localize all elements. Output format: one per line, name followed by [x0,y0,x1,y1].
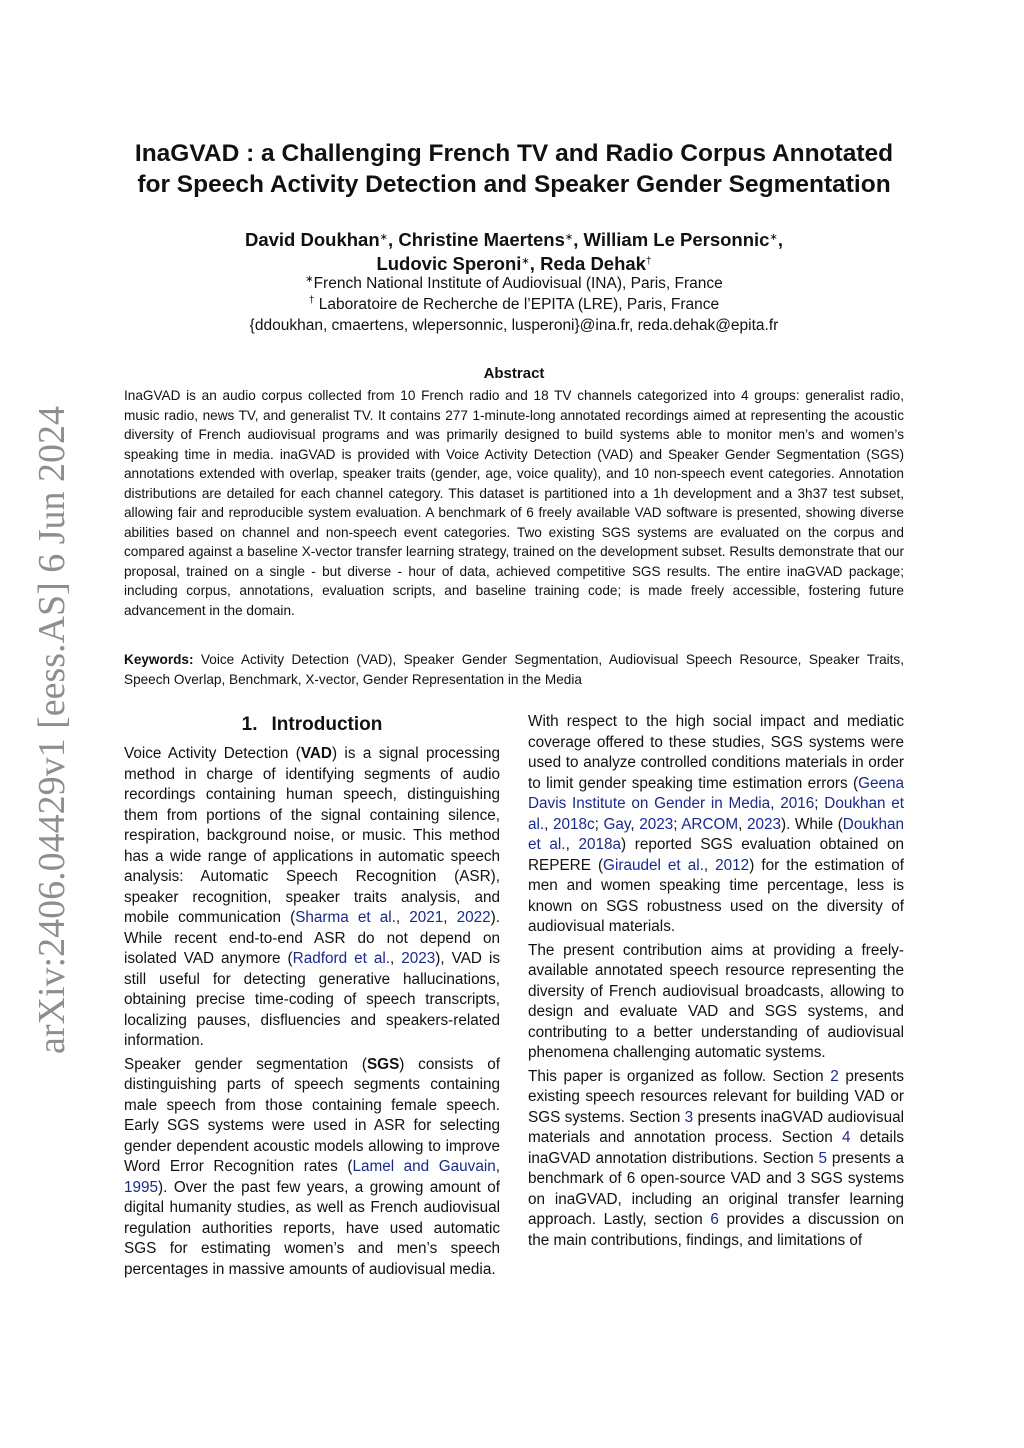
arxiv-identifier-stamp: arXiv:2406.04429v1 [eess.AS] 6 Jun 2024 [31,405,73,1054]
citation-link[interactable]: 2021 [409,909,444,926]
affiliation-lre: † Laboratoire de Recherche de l’EPITA (LRE), Paris, France [308,295,720,313]
affiliation-ina: ∗French National Institute of Audiovisual (INA), Paris, France [305,274,723,292]
citation-link[interactable]: 2018c [552,815,595,833]
title-line-2: for Speech Activity Detection and Speaker Gender Segmentation [137,171,891,198]
citation-link[interactable]: Doukhan et al. [528,815,905,853]
paragraph: Voice Activity Detection (VAD) is a signal processing method in charge of identifying segments of audio recordings containing human speech, distinguishing them from portions of the signal containing silence, respiration, background noise, or music. This method has a wide range of applications in automatic speech analysis: Automatic Speech Recognition (ASR), speaker recognition, speaker traits analysis, and mobile communication (Sharma et al., 2021, 2022). While recent end-to-end ASR do not depend on isolated VAD anymore (Radford et al., 2023), VAD is still useful for detecting generative hallucinations, obtaining precise time-coding of speech transcripts, localizing pauses, disfluencies and speakers-related information. [124,745,500,1049]
citation-link[interactable]: 2022 [456,909,491,926]
section-link[interactable]: 6 [710,1211,719,1228]
author-name: William Le Personnic [583,229,770,250]
author-name: Christine Maertens [398,229,565,250]
paragraph: The present contribution aims at providing a freely-available annotated speech resource representing the diversity of French audiovisual broadcasts, allowing to design and evaluate VAD and SGS systems, and contributing to a better understanding of audiovisual phenomena challenging automatic systems. [528,941,904,1061]
abstract-text: InaGVAD is an audio corpus collected from 10 French radio and 18 TV channels categorized into 4 groups: generalist radio, music radio, news TV, and generalist TV. It contains 277 1-minute-long annotated recordings aimed at representing the acoustic diversity of French audiovisual programs and was primarily designed to build systems able to monitor men’s and women’s speaking time in media. inaGVAD is provided with Voice Activity Detection (VAD) and Speaker Gender Segmentation (SGS) annotations extended with overlap, speaker traits (gender, age, voice quality), and 10 non-speech event categories. Annotation distributions are detailed for each channel category. This dataset is partitioned into a 1h development and a 3h37 test subset, allowing fair and reproducible system evaluation. A benchmark of 6 freely available VAD software is presented, showing diverse abilities based on channel and non-speech event categories. Two existing SGS systems are evaluated on the corpus and compared against a baseline X-vector transfer learning strategy, trained on the development subset. Results demonstrate that our proposal, trained on a single - but diverse - hour of data, achieved competitive SGS results. The entire inaGVAD package; including corpus, annotations, evaluation scripts, and baseline training code; is made freely accessible, fostering future advancement in the domain. [124,388,904,618]
citation-link[interactable]: 2023 [746,815,781,833]
citation-link[interactable]: ARCOM [681,815,739,833]
citation-link[interactable]: 2018a [578,836,621,853]
citation-link[interactable]: Geena Davis Institute on Gender in Media [528,774,904,812]
citation-link[interactable]: Gay [603,815,631,833]
section-link[interactable]: 3 [684,1108,694,1126]
affiliations [110,273,918,336]
keywords-label: Keywords: [124,652,194,667]
keywords [124,650,904,689]
author-list: David Doukhan∗, Christine Maertens∗, William Le Personnic∗, Ludovic Speroni∗, Reda Dehak† [244,229,783,274]
section-link[interactable]: 2 [830,1067,839,1085]
paragraph: This paper is organized as follow. Section 2 presents existing speech resources relevant for building VAD or SGS systems. Section 3 presents inaGVAD audiovisual materials and annotation process. Section 4 details inaGVAD annotation distributions. Section 5 presents a benchmark of 6 open-source VAD and 3 SGS systems on inaGVAD, including an original transfer learning approach. Lastly, section 6 provides a discussion on the main contributions, findings, and limitations of [528,1067,904,1249]
citation-link[interactable]: Giraudel et al. [603,856,704,874]
left-column [124,712,500,1283]
keywords-text: Voice Activity Detection (VAD), Speaker Gender Segmentation, Audiovisual Speech Resource, Speaker Traits, Speech Overlap, Benchmark, X-vector, Gender Representation in the Media [124,652,904,687]
paper-title [110,138,918,200]
paragraph: With respect to the high social impact and mediatic coverage offered to these studies, SGS systems were used to analyze controlled conditions materials in order to limit gender speaking time estimation errors (Geena Davis Institute on Gender in Media, 2016; Doukhan et al., 2018c; Gay, 2023; ARCOM, 2023). While (Doukhan et al., 2018a) reported SGS evaluation obtained on REPERE (Giraudel et al., 2012) for the estimation of men and women speaking time percentage, less is known on SGS robustness used on the diversity of audiovisual materials. [528,713,905,935]
citation-link[interactable]: Lamel and Gauvain [352,1158,496,1175]
title-line-1: InaGVAD : a Challenging French TV and Radio Corpus Annotated [134,140,894,167]
section-heading-introduction: 1. Introduction [241,714,383,735]
citation-link[interactable]: 2023 [401,950,436,967]
right-column [528,712,904,1254]
abstract-heading: Abstract [483,365,545,382]
citation-link[interactable]: Sharma et al. [295,909,396,926]
section-link[interactable]: 5 [818,1149,828,1167]
author-name: David Doukhan [244,229,380,250]
paragraph: Speaker gender segmentation (SGS) consists of distinguishing parts of speech segments containing male speech from those containing female speech. Early SGS systems were used in ASR for selecting gender dependent acoustic models allowing to improve Word Error Recognition rates (Lamel and Gauvain, 1995). Over the past few years, a growing amount of digital humanity studies, as well as French audiovisual regulation authorities reports, have used automatic SGS for estimating women’s and men’s speech percentages in massive amounts of audiovisual media. [124,1055,501,1278]
citation-link[interactable]: Doukhan et al. [528,795,905,833]
citation-link[interactable]: 1995 [124,1178,159,1196]
citation-link[interactable]: 2012 [715,856,750,874]
citation-link[interactable]: 2016 [780,795,815,812]
citation-link[interactable]: 2023 [639,815,674,833]
author-name: Reda Dehak [540,253,646,274]
citation-link[interactable]: Radford et al. [292,950,390,967]
author-name: Ludovic Speroni [376,253,522,274]
section-link[interactable]: 4 [842,1129,851,1146]
author-emails: {ddoukhan, cmaertens, wlepersonnic, lusperoni}@ina.fr, reda.dehak@epita.fr [249,317,779,334]
